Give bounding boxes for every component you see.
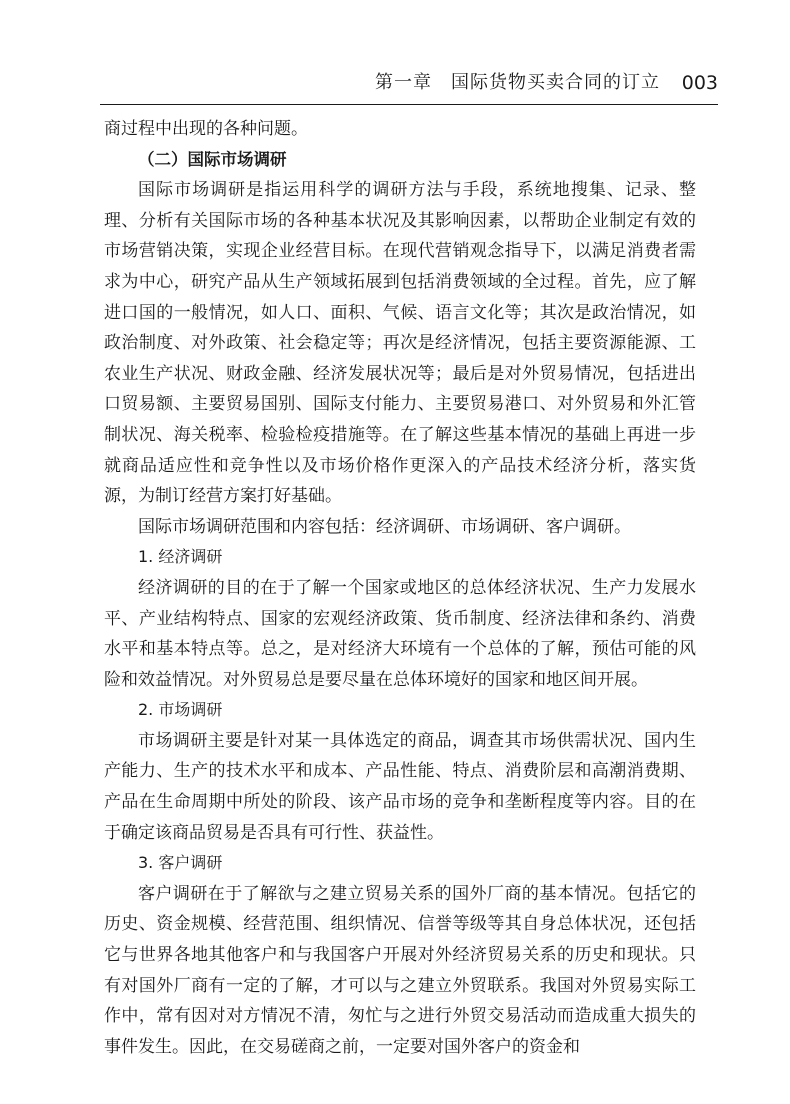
paragraph-research-scope: 国际市场调研范围和内容包括：经济调研、市场调研、客户调研。	[138, 516, 631, 537]
page-number: 003	[681, 72, 718, 94]
section-heading-market-research: （二）国际市场调研	[138, 149, 287, 169]
paragraph-market-research-definition: 国际市场调研是指运用科学的调研方法与手段，系统地搜集、记录、整理、分析有关国际市场的各种基本状况及其影响因素，以帮助企业制定有效的市场营销决策，实现企业经营目标。在现代营销观念指导下，以满足消费者需求为中心，研究产品从生产领域拓展到包括消费领域的全过程。首先，应了解进口国的一般情况，如人口、面积、气候、语言文化等；其次是政治情况，如政治制度、对外政策、社会稳定等；再次是经济情况，包括主要资源能源、工农业生产状况、财政金融、经济发展状况等；最后是对外贸易情况，包括进出口贸易额、主要贸易国别、国际支付能力、主要贸易港口、对外贸易和外汇管制状况、海关税率、检验检疫措施等。在了解这些基本情况的基础上再进一步就商品适应性和竞争性以及市场价格作更深入的产品技术经济分析，落实货源，为制订经营方案打好基础。	[104, 180, 696, 507]
chapter-title: 第一章 国际货物买卖合同的订立	[375, 72, 660, 93]
subheading-market-research: 2. 市场调研	[138, 700, 223, 720]
page-body	[104, 114, 696, 1062]
running-header	[100, 66, 718, 100]
paragraph-customer-research: 客户调研在于了解欲与之建立贸易关系的国外厂商的基本情况。包括它的历史、资金规模、经营范围、组织情况、信誉等级等其自身总体状况，还包括它与世界各地其他客户和与我国客户开展对外经济贸易关系的历史和现状。只有对国外厂商有一定的了解，才可以与之建立外贸联系。我国对外贸易实际工作中，常有因对对方情况不清，匆忙与之进行外贸交易活动而造成重大损失的事件发生。因此，在交易磋商之前，一定要对国外客户的资金和	[104, 883, 696, 1057]
paragraph-market-research: 市场调研主要是针对某一具体选定的商品，调查其市场供需状况、国内生产能力、生产的技术水平和成本、产品性能、特点、消费阶层和高潮消费期、产品在生命周期中所处的阶段、该产品市场的竞争和垄断程度等内容。目的在于确定该商品贸易是否具有可行性、获益性。	[104, 730, 696, 843]
paragraph-economic-research: 经济调研的目的在于了解一个国家或地区的总体经济状况、生产力发展水平、产业结构特点、国家的宏观经济政策、货币制度、经济法律和条约、消费水平和基本特点等。总之，是对经济大环境有一个总体的了解，预估可能的风险和效益情况。对外贸易总是要尽量在总体环境好的国家和地区间开展。	[104, 577, 696, 690]
subheading-economic-research: 1. 经济调研	[138, 547, 223, 567]
subheading-customer-research: 3. 客户调研	[138, 853, 223, 873]
paragraph-continued: 商过程中出现的各种问题。	[104, 119, 308, 139]
header-rule	[100, 104, 718, 105]
